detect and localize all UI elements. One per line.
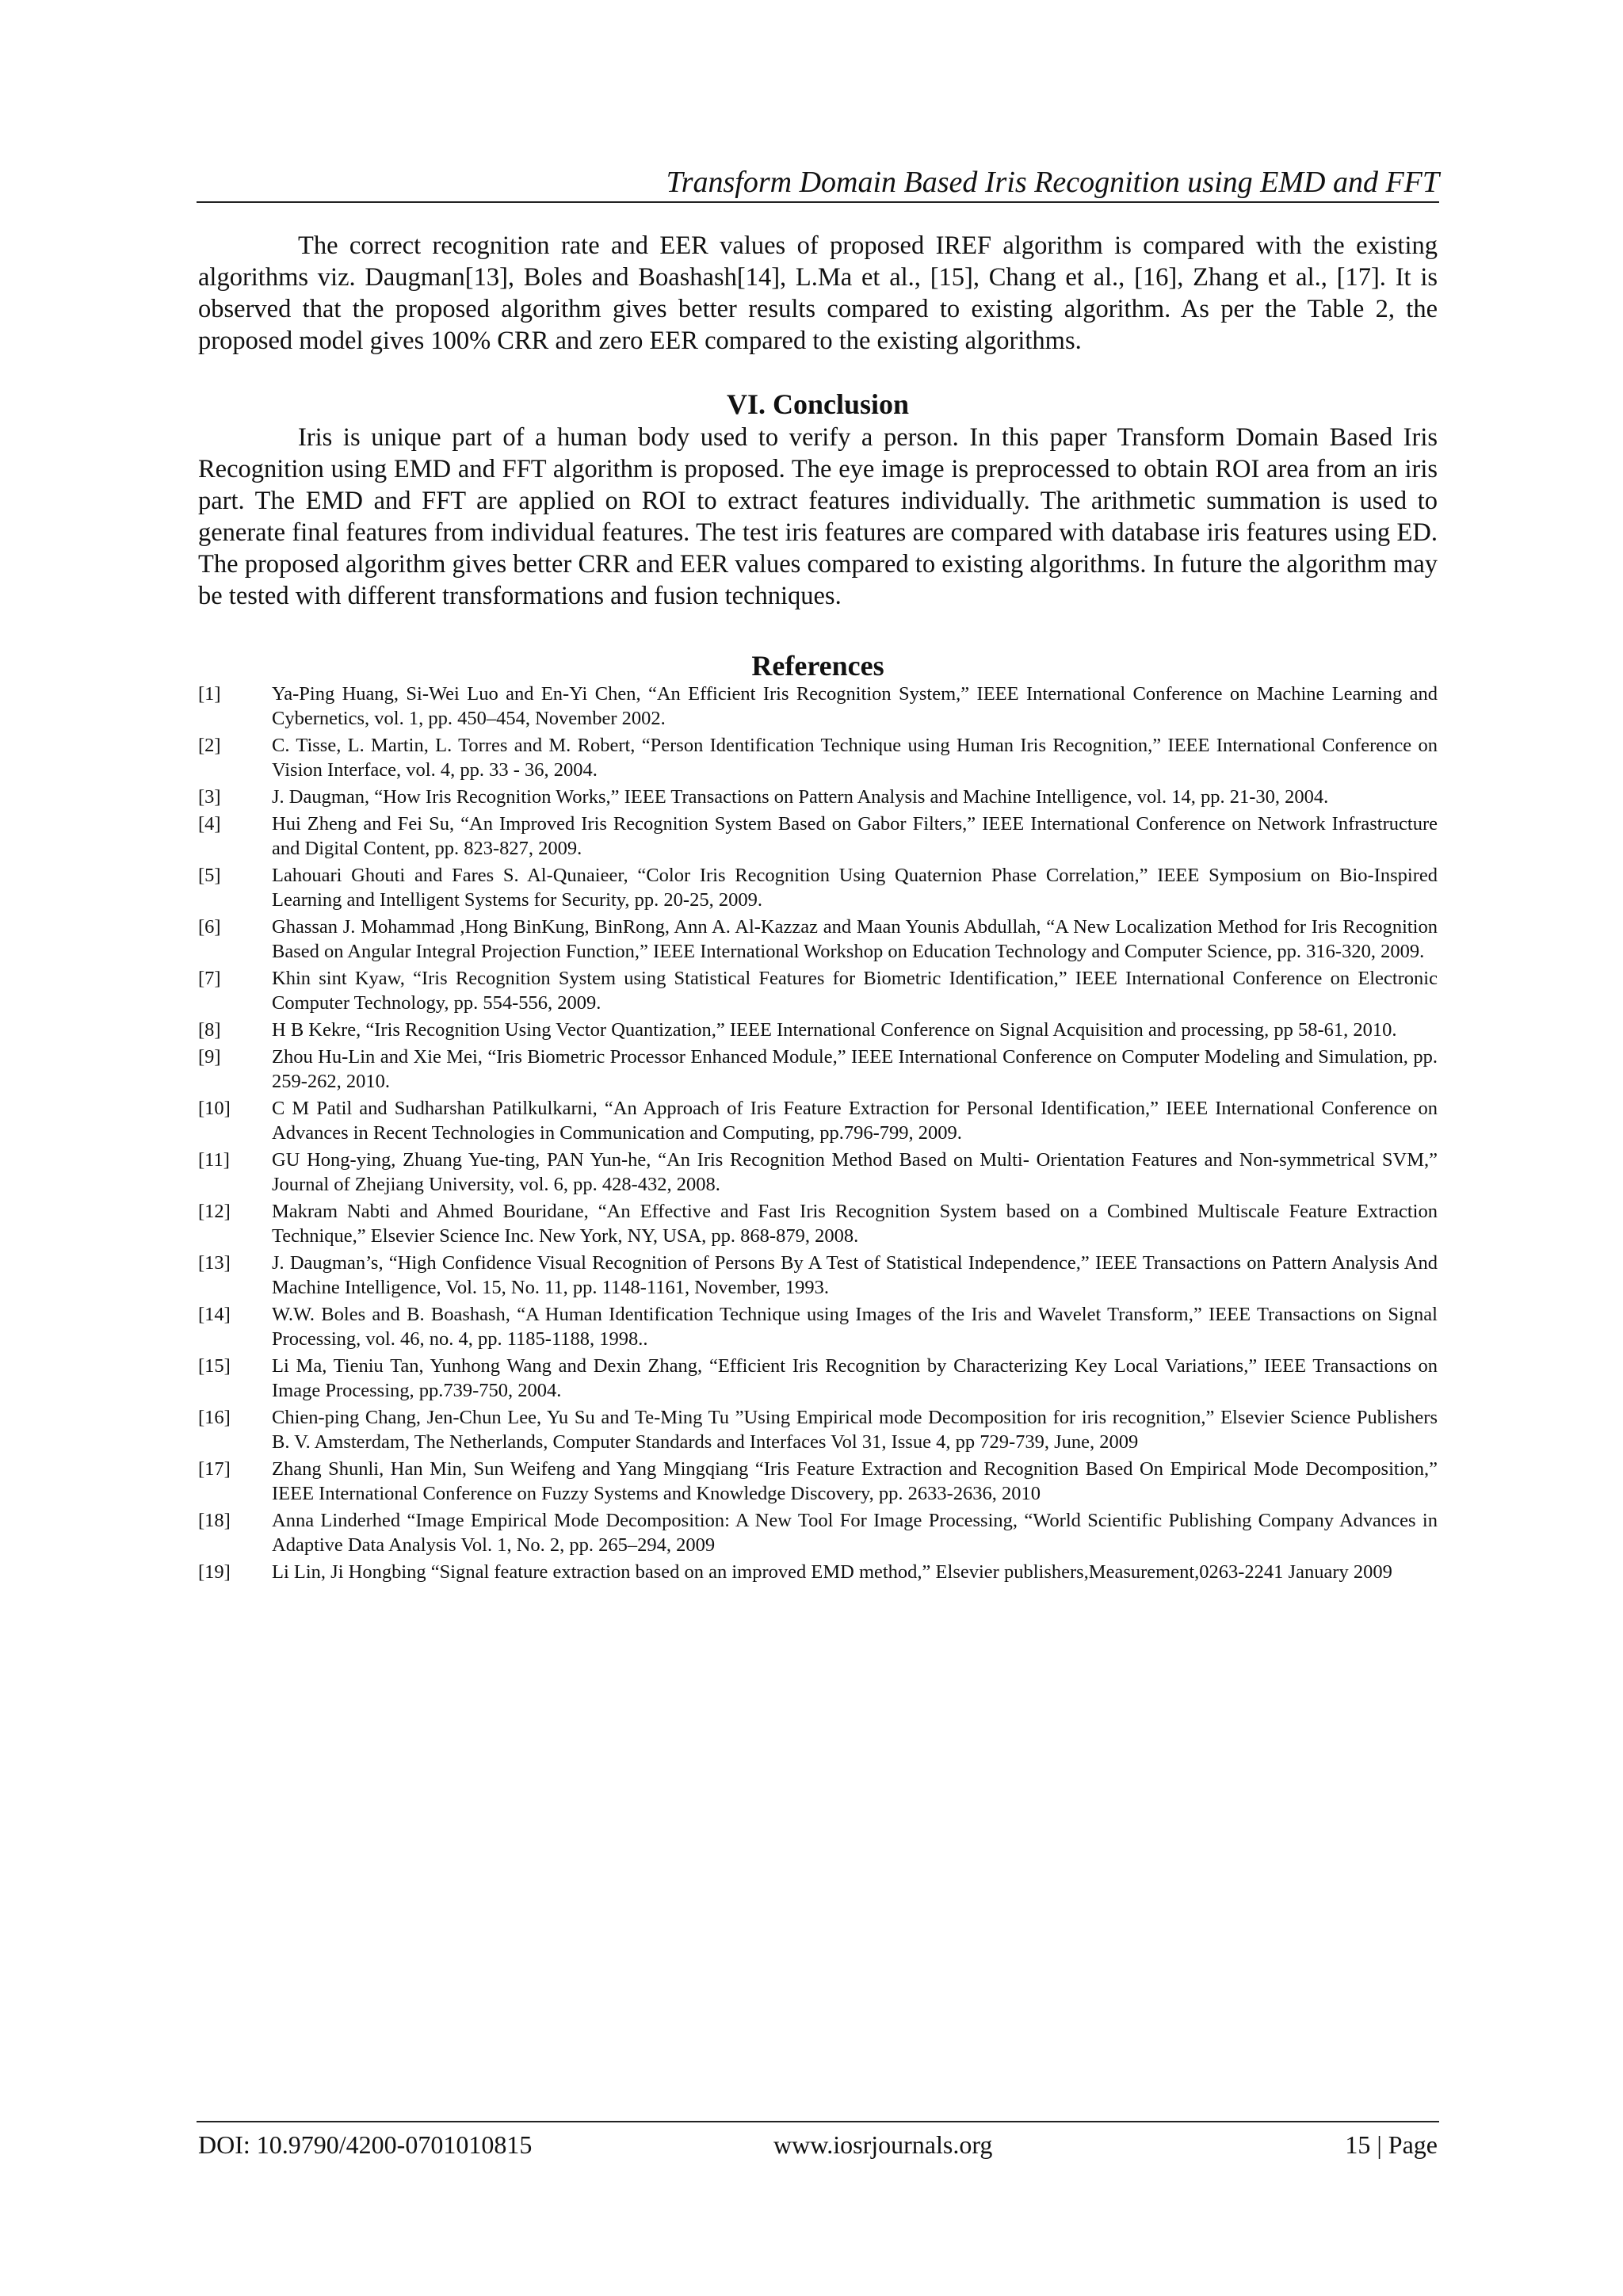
reference-item [198,1457,1438,1506]
reference-number: [14] [198,1304,231,1325]
running-header [197,159,1439,203]
reference-text: W.W. Boles and B. Boashash, “A Human Identification Technique using Images of the Iris and Wavelet Transform,” IEEE Transactions on Signal Processing, vol. 46, no. 4, pp. 1185-1188, 1998.. [272,1304,1438,1350]
reference-text: C. Tisse, L. Martin, L. Torres and M. Robert, “Person Identification Technique using Human Iris Recognition,” IEEE International Conference on Vision Interface, vol. 4, pp. 33 - 36, 2004. [272,735,1438,781]
reference-item [198,1199,1438,1248]
header-title: Transform Domain Based Iris Recognition using EMD and FFT [666,166,1439,199]
reference-text: GU Hong-ying, Zhuang Yue-ting, PAN Yun-he, “An Iris Recognition Method Based on Multi- Orientation Features and Non-symmetrical SVM,” Journal of Zhejiang University, vol. 6, pp. 428-432, 2008. [272,1149,1438,1195]
reference-number: [19] [198,1561,231,1583]
reference-text: Ghassan J. Mohammad ,Hong BinKung, BinRong, Ann A. Al-Kazzaz and Maan Younis Abdullah, “A New Localization Method for Iris Recognition Based on Angular Integral Projection Function,” IEEE International Workshop on Education Technology and Computer Science, pp. 316-320, 2009. [272,916,1438,962]
reference-item [198,785,1438,809]
comparison-paragraph: The correct recognition rate and EER values of proposed IREF algorithm is compared with the existing algorithms viz. Daugman[13], Boles and Boashash[14], L.Ma et al., [15], Chang et al., [16], Zhang et al., [17]. It is observed that the proposed algorithm gives better results compared to existing algorithm. As per the Table 2, the proposed model gives 100% CRR and zero EER compared to the existing algorithms. [198,231,1438,355]
reference-number: [16] [198,1407,231,1428]
reference-number: [13] [198,1252,231,1274]
references-heading: References [751,650,884,682]
page-footer [197,2121,1439,2170]
footer-page-number: 15 | Page [1345,2130,1438,2159]
reference-number: [2] [198,735,221,756]
reference-number: [1] [198,683,221,705]
reference-number: [15] [198,1355,231,1377]
reference-item [198,1405,1438,1454]
conclusion-paragraph: Iris is unique part of a human body used to verify a person. In this paper Transform Domain Based Iris Recognition using EMD and FFT algorithm is proposed. The eye image is preprocessed to obtain ROI area from an iris part. The EMD and FFT are applied on ROI to extract features individually. The arithmetic summation is used to generate final features from individual features. The test iris features are compared with database iris features using ED. The proposed algorithm gives better CRR and EER values compared to existing algorithms. In future the algorithm may be tested with different transformations and fusion techniques. [198,423,1438,610]
footer-doi: DOI: 10.9790/4200-0701010815 [198,2130,533,2159]
reference-number: [12] [198,1201,231,1222]
reference-item [198,1045,1438,1094]
reference-list [198,682,1438,1587]
reference-item [198,1354,1438,1403]
reference-text: J. Daugman’s, “High Confidence Visual Recognition of Persons By A Test of Statistical Independence,” IEEE Transactions on Pattern Analysis And Machine Intelligence, Vol. 15, No. 11, pp. 1148-1161, November, 1993. [272,1252,1438,1298]
reference-text: J. Daugman, “How Iris Recognition Works,” IEEE Transactions on Pattern Analysis and Machine Intelligence, vol. 14, pp. 21-30, 2004. [272,786,1329,808]
reference-text: Zhou Hu-Lin and Xie Mei, “Iris Biometric Processor Enhanced Module,” IEEE International Conference on Computer Modeling and Simulation, pp. 259-262, 2010. [272,1046,1438,1092]
reference-item [198,863,1438,912]
reference-item [198,1560,1438,1584]
reference-item [198,1096,1438,1145]
reference-text: Anna Linderhed “Image Empirical Mode Decomposition: A New Tool For Image Processing, “World Scientific Publishing Company Advances in Adaptive Data Analysis Vol. 1, No. 2, pp. 265–294, 2009 [272,1510,1438,1556]
reference-item [198,1251,1438,1300]
reference-number: [5] [198,865,221,886]
reference-item [198,915,1438,964]
reference-number: [17] [198,1458,231,1480]
reference-text: Zhang Shunli, Han Min, Sun Weifeng and Yang Mingqiang “Iris Feature Extraction and Recognition Based On Empirical Mode Decomposition,” IEEE International Conference on Fuzzy Systems and Knowledge Discovery, pp. 2633-2636, 2010 [272,1458,1438,1504]
reference-text: Makram Nabti and Ahmed Bouridane, “An Effective and Fast Iris Recognition System based on a Combined Multiscale Feature Extraction Technique,” Elsevier Science Inc. New York, NY, USA, pp. 868-879, 2008. [272,1201,1438,1247]
reference-item [198,733,1438,782]
reference-number: [4] [198,813,221,835]
reference-number: [10] [198,1098,231,1119]
reference-number: [7] [198,968,221,989]
reference-number: [8] [198,1019,221,1041]
reference-text: H B Kekre, “Iris Recognition Using Vector Quantization,” IEEE International Conference on Signal Acquisition and processing, pp 58-61, 2010. [272,1019,1397,1041]
reference-item [198,812,1438,861]
reference-item [198,966,1438,1015]
reference-number: [3] [198,786,221,808]
reference-text: Lahouari Ghouti and Fares S. Al-Qunaieer, “Color Iris Recognition Using Quaternion Phase Correlation,” IEEE Symposium on Bio-Inspired Learning and Intelligent Systems for Security, pp. 20-25, 2009. [272,865,1438,911]
conclusion-heading: VI. Conclusion [726,388,910,420]
reference-number: [18] [198,1510,231,1531]
reference-number: [11] [198,1149,230,1171]
reference-text: C M Patil and Sudharshan Patilkulkarni, “An Approach of Iris Feature Extraction for Personal Identification,” IEEE International Conference on Advances in Recent Technologies in Communication and Computing, pp.796-799, 2009. [272,1098,1438,1144]
reference-item [198,1302,1438,1351]
reference-item [198,1148,1438,1197]
reference-text: Ya-Ping Huang, Si-Wei Luo and En-Yi Chen, “An Efficient Iris Recognition System,” IEEE International Conference on Machine Learning and Cybernetics, vol. 1, pp. 450–454, November 2002. [272,683,1438,729]
reference-text: Chien-ping Chang, Jen-Chun Lee, Yu Su and Te-Ming Tu ”Using Empirical mode Decomposition for iris recognition,” Elsevier Science Publishers B. V. Amsterdam, The Netherlands, Computer Standards and Interfaces Vol 31, Issue 4, pp 729-739, June, 2009 [272,1407,1438,1453]
reference-text: Khin sint Kyaw, “Iris Recognition System using Statistical Features for Biometric Identification,” IEEE International Conference on Electronic Computer Technology, pp. 554-556, 2009. [272,968,1438,1014]
reference-item [198,682,1438,731]
reference-text: Li Ma, Tieniu Tan, Yunhong Wang and Dexin Zhang, “Efficient Iris Recognition by Characterizing Key Local Variations,” IEEE Transactions on Image Processing, pp.739-750, 2004. [272,1355,1438,1401]
footer-website: www.iosrjournals.org [773,2130,993,2159]
reference-text: Hui Zheng and Fei Su, “An Improved Iris Recognition System Based on Gabor Filters,” IEEE International Conference on Network Infrastructure and Digital Content, pp. 823-827, 2009. [272,813,1438,859]
reference-number: [9] [198,1046,221,1068]
reference-item [198,1508,1438,1557]
reference-text: Li Lin, Ji Hongbing “Signal feature extraction based on an improved EMD method,” Elsevier publishers,Measurement,0263-2241 January 2009 [272,1561,1392,1583]
reference-number: [6] [198,916,221,938]
reference-item [198,1018,1438,1042]
